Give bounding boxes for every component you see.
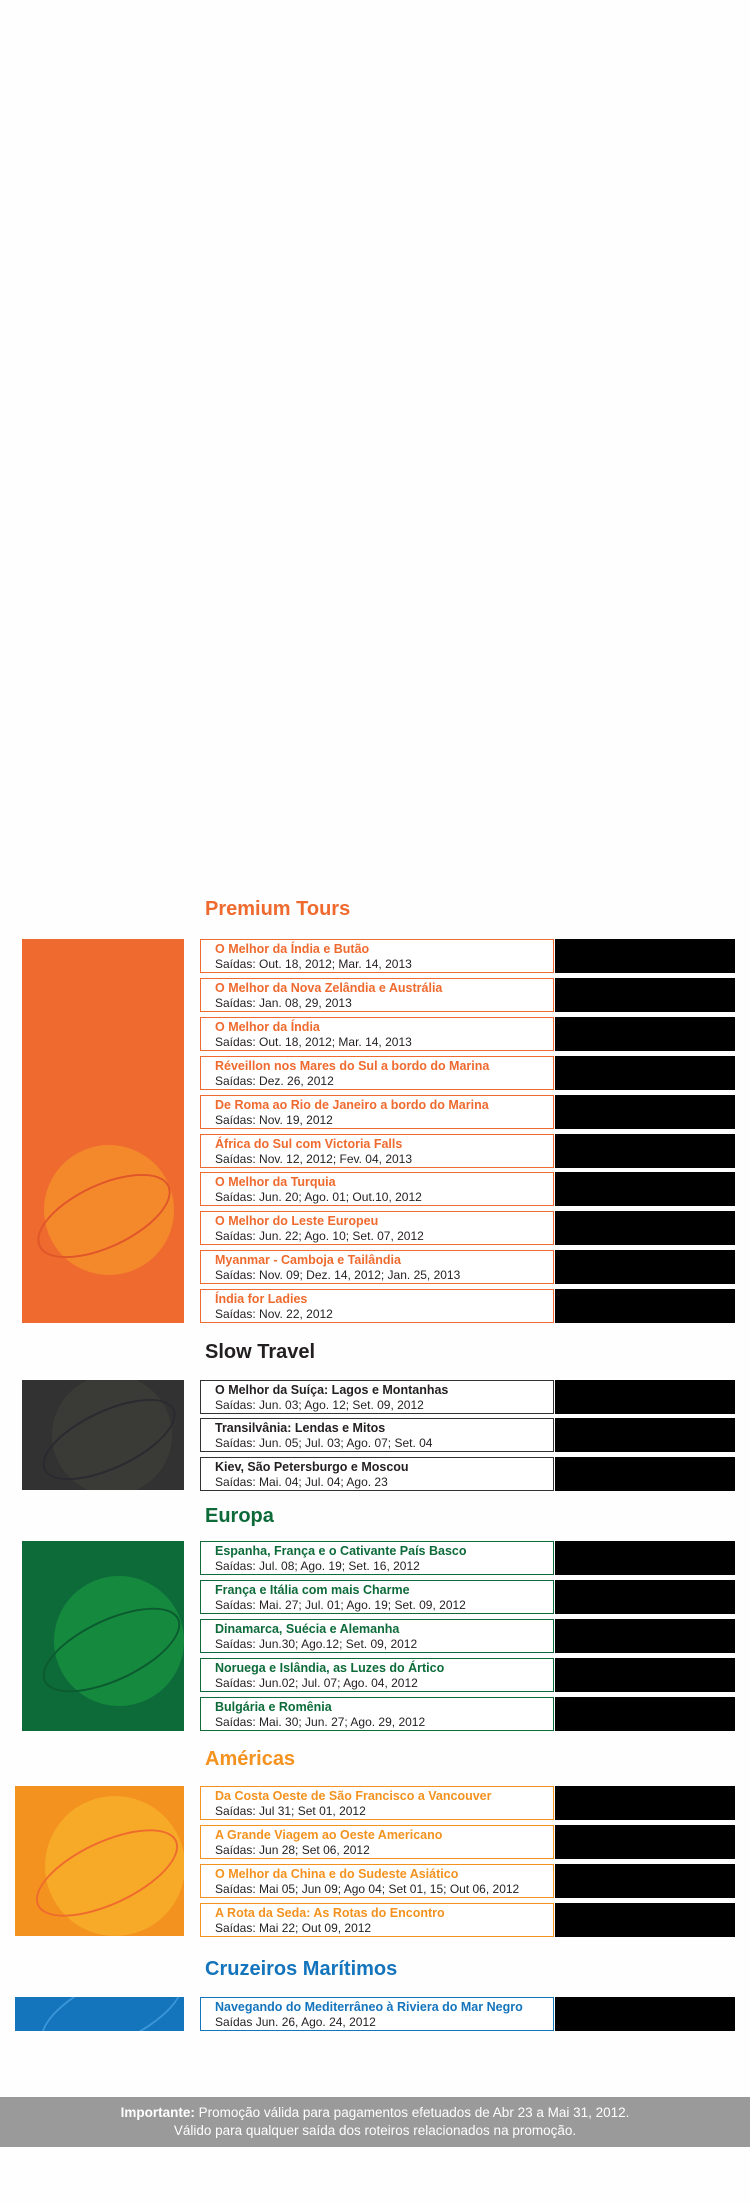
tour-row[interactable]: [200, 939, 735, 973]
tour-row[interactable]: [200, 1658, 735, 1692]
tour-dates: Saídas: Jun. 05; Jul. 03; Ago. 07; Set. 04: [215, 1436, 433, 1450]
footer-label: Importante:: [120, 2105, 195, 2120]
tour-row[interactable]: [200, 1172, 735, 1206]
tour-row[interactable]: [200, 1580, 735, 1614]
tour-dates: Saídas: Jun. 20; Ago. 01; Out.10, 2012: [215, 1190, 422, 1204]
tour-row[interactable]: [200, 1418, 735, 1452]
premium-tours-image: [22, 939, 184, 1323]
europa-image: [22, 1541, 184, 1731]
tour-dark-panel: [555, 1289, 735, 1323]
tour-dates: Saídas: Jun. 03; Ago. 12; Set. 09, 2012: [215, 1398, 424, 1412]
tour-row[interactable]: [200, 1619, 735, 1653]
tour-dates: Saídas: Jun.02; Jul. 07; Ago. 04, 2012: [215, 1676, 418, 1690]
section-title-premium-tours: Premium Tours: [205, 898, 351, 920]
tour-dates: Saídas: Jun 28; Set 06, 2012: [215, 1843, 370, 1857]
tour-name: Da Costa Oeste de São Francisco a Vancouver: [215, 1789, 492, 1803]
tour-name: Transilvânia: Lendas e Mitos: [215, 1421, 386, 1435]
tour-name: O Melhor da Índia e Butão: [215, 942, 370, 956]
americas-image: [15, 1786, 184, 1936]
tour-name: O Melhor da Turquia: [215, 1175, 336, 1189]
tour-name: França e Itália com mais Charme: [215, 1583, 410, 1597]
tour-dates: Saídas: Jun.30; Ago.12; Set. 09, 2012: [215, 1637, 418, 1651]
footer-text-1: Promoção válida para pagamentos efetuados de Abr 23 a Mai 31, 2012.: [198, 2105, 630, 2120]
tour-name: Navegando do Mediterrâneo à Riviera do Mar Negro: [215, 2000, 523, 2014]
section-title-slow-travel: Slow Travel: [205, 1341, 316, 1363]
tour-name: O Melhor do Leste Europeu: [215, 1214, 379, 1228]
tour-dark-panel: [555, 1457, 735, 1491]
tour-name: O Melhor da Suíça: Lagos e Montanhas: [215, 1383, 449, 1397]
tour-dark-panel: [555, 1658, 735, 1692]
tour-dark-panel: [555, 1134, 735, 1168]
tour-dark-panel: [555, 1418, 735, 1452]
promotion-footer: [0, 2097, 750, 2147]
tour-dates: Saídas: Mai. 27; Jul. 01; Ago. 19; Set. 09, 2012: [215, 1598, 466, 1612]
tour-name: A Rota da Seda: As Rotas do Encontro: [215, 1906, 445, 1920]
tour-name: Kiev, São Petersburgo e Moscou: [215, 1460, 409, 1474]
tour-dark-panel: [555, 978, 735, 1012]
tour-dark-panel: [555, 1619, 735, 1653]
tour-dates: Saídas: Jun. 22; Ago. 10; Set. 07, 2012: [215, 1229, 424, 1243]
tour-dates: Saídas Jun. 26, Ago. 24, 2012: [215, 2015, 376, 2029]
cruzeiros-image: [15, 1997, 184, 2031]
tour-name: De Roma ao Rio de Janeiro a bordo do Marina: [215, 1098, 489, 1112]
tour-row[interactable]: [200, 1997, 735, 2031]
tour-name: O Melhor da Índia: [215, 1020, 320, 1034]
tour-dark-panel: [555, 1541, 735, 1575]
tour-row[interactable]: [200, 1017, 735, 1051]
tour-dark-panel: [555, 1095, 735, 1129]
tour-dark-panel: [555, 939, 735, 973]
tour-dark-panel: [555, 1903, 735, 1937]
tour-dark-panel: [555, 1825, 735, 1859]
tour-dates: Saídas: Jul. 08; Ago. 19; Set. 16, 2012: [215, 1559, 420, 1573]
tour-name: Réveillon nos Mares do Sul a bordo do Marina: [215, 1059, 490, 1073]
tour-row[interactable]: [200, 1095, 735, 1129]
tour-name: Índia for Ladies: [215, 1292, 308, 1306]
tour-dates: Saídas: Nov. 22, 2012: [215, 1307, 333, 1321]
tour-dates: Saídas: Mai 05; Jun 09; Ago 04; Set 01, 15; Out 06, 2012: [215, 1882, 520, 1896]
tour-name: África do Sul com Victoria Falls: [215, 1137, 403, 1151]
tour-dates: Saídas: Jul 31; Set 01, 2012: [215, 1804, 366, 1818]
section-title-americas: Américas: [205, 1748, 296, 1770]
tour-row[interactable]: [200, 1134, 735, 1168]
footer-line-1: [0, 2104, 750, 2122]
section-title-cruzeiros-maritimos: Cruzeiros Marítimos: [205, 1958, 398, 1980]
tour-row[interactable]: [200, 1864, 735, 1898]
section-title-europa: Europa: [205, 1505, 274, 1527]
logo-ring-icon: [29, 1997, 184, 2031]
tour-name: Noruega e Islândia, as Luzes do Ártico: [215, 1661, 445, 1675]
tour-dark-panel: [555, 1997, 735, 2031]
tour-dark-panel: [555, 1864, 735, 1898]
tour-name: O Melhor da China e do Sudeste Asiático: [215, 1867, 459, 1881]
tour-dark-panel: [555, 1017, 735, 1051]
tour-dark-panel: [555, 1172, 735, 1206]
tour-row[interactable]: [200, 1250, 735, 1284]
tour-name: Myanmar - Camboja e Tailândia: [215, 1253, 401, 1267]
tour-name: Dinamarca, Suécia e Alemanha: [215, 1622, 400, 1636]
tour-name: Bulgária e Romênia: [215, 1700, 332, 1714]
footer-text-2: Válido para qualquer saída dos roteiros relacionados na promoção.: [173, 2123, 577, 2138]
tour-dates: Saídas: Out. 18, 2012; Mar. 14, 2013: [215, 1035, 412, 1049]
tour-dates: Saídas: Mai 22; Out 09, 2012: [215, 1921, 372, 1935]
tour-row[interactable]: [200, 1457, 735, 1491]
tour-dates: Saídas: Nov. 12, 2012; Fev. 04, 2013: [215, 1152, 413, 1166]
tour-row[interactable]: [200, 1056, 735, 1090]
tour-dark-panel: [555, 1786, 735, 1820]
tour-dates: Saídas: Dez. 26, 2012: [215, 1074, 334, 1088]
tour-row[interactable]: [200, 1211, 735, 1245]
tour-dark-panel: [555, 1250, 735, 1284]
tour-row[interactable]: [200, 1289, 735, 1323]
tour-row[interactable]: [200, 1825, 735, 1859]
tour-dates: Saídas: Mai. 04; Jul. 04; Ago. 23: [215, 1475, 388, 1489]
tour-name: Espanha, França e o Cativante País Basco: [215, 1544, 467, 1558]
tour-name: O Melhor da Nova Zelândia e Austrália: [215, 981, 443, 995]
tour-dark-panel: [555, 1056, 735, 1090]
tour-dates: Saídas: Nov. 09; Dez. 14, 2012; Jan. 25, 2013: [215, 1268, 461, 1282]
tour-row[interactable]: [200, 978, 735, 1012]
tour-dark-panel: [555, 1211, 735, 1245]
tour-dark-panel: [555, 1697, 735, 1731]
tour-dates: Saídas: Out. 18, 2012; Mar. 14, 2013: [215, 957, 412, 971]
tour-dark-panel: [555, 1380, 735, 1414]
tour-row[interactable]: [200, 1903, 735, 1937]
tour-dates: Saídas: Jan. 08, 29, 2013: [215, 996, 352, 1010]
slow-travel-image: [22, 1380, 184, 1490]
tour-name: A Grande Viagem ao Oeste Americano: [215, 1828, 443, 1842]
tour-dates: Saídas: Mai. 30; Jun. 27; Ago. 29, 2012: [215, 1715, 426, 1729]
tour-dates: Saídas: Nov. 19, 2012: [215, 1113, 333, 1127]
tour-row[interactable]: [200, 1697, 735, 1731]
tour-dark-panel: [555, 1580, 735, 1614]
tour-row[interactable]: [200, 1786, 735, 1820]
tour-row[interactable]: [200, 1380, 735, 1414]
tour-row[interactable]: [200, 1541, 735, 1575]
